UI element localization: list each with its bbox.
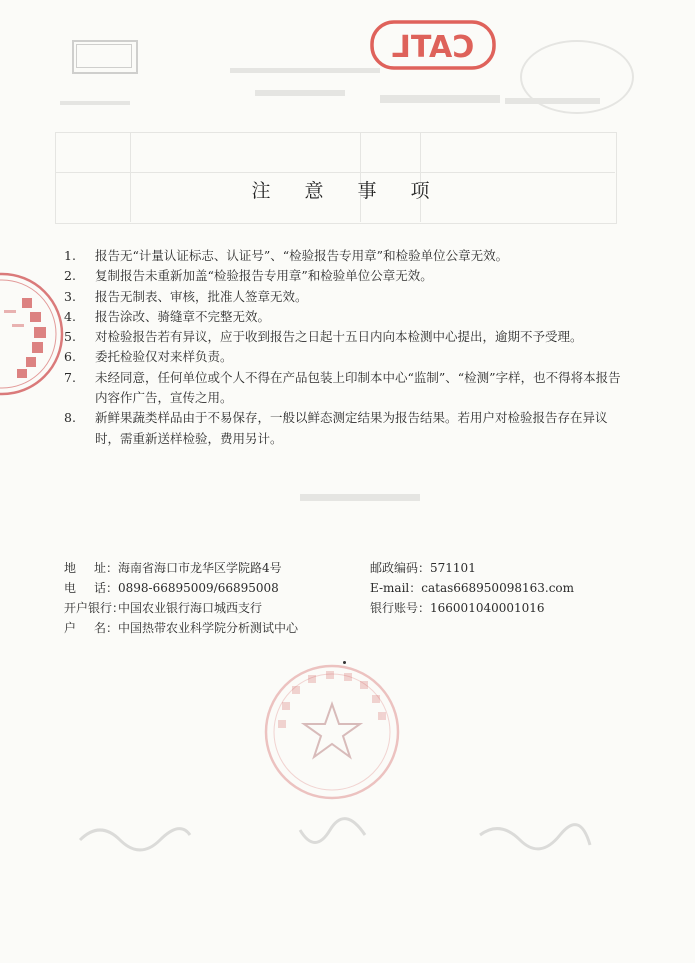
notice-item xyxy=(64,408,624,449)
notice-text: 报告无“计量认证标志、认证号”、“检验报告专用章”和检验单位公章无效。 xyxy=(95,248,509,263)
notice-item xyxy=(64,327,624,347)
page-title: 注 意 事 项 xyxy=(251,180,444,202)
address-value: 海南省海口市龙华区学院路4号 xyxy=(118,561,282,575)
bottom-round-seal xyxy=(262,662,402,802)
notice-item xyxy=(64,246,624,266)
email-label: E-mail： xyxy=(370,581,422,595)
left-round-seal xyxy=(0,262,72,412)
postcode-value: 571101 xyxy=(430,561,476,575)
address-row xyxy=(64,558,298,578)
original-copy-stamp-inner xyxy=(76,44,132,68)
phone-label: 电 话： xyxy=(64,581,118,595)
contact-right-column xyxy=(370,558,574,618)
contact-left-column xyxy=(64,558,298,638)
notice-item xyxy=(64,368,624,409)
postcode-label: 邮政编码： xyxy=(370,561,431,575)
notice-text: 新鲜果蔬类样品由于不易保存，一般以鲜态测定结果为报告结果。若用户对检验报告存在异议时，需重新送样检验，费用另计。 xyxy=(95,410,608,446)
notice-text: 报告涂改、骑缝章不完整无效。 xyxy=(95,308,271,324)
ink-speck xyxy=(343,661,346,664)
phone-value: 0898-66895009/66895008 xyxy=(118,581,279,595)
notice-list xyxy=(64,246,624,449)
email-value: catas668950098163.com xyxy=(421,581,575,595)
notice-text: 未经同意，任何单位或个人不得在产品包装上印制本中心“监制”、“检测”字样，也不得将本报告内容作广告，宣传之用。 xyxy=(95,369,621,406)
logo-text: CATL xyxy=(391,30,475,65)
account-name-row xyxy=(64,618,298,638)
email-row xyxy=(370,578,574,598)
notice-text: 对检验报告若有异议，应于收到报告之日起十五日内向本检测中心提出，逾期不予受理。 xyxy=(95,329,583,345)
notice-item xyxy=(64,287,624,307)
account-number-row xyxy=(370,598,574,618)
notice-number: 3. xyxy=(64,288,76,304)
notice-number: 7. xyxy=(64,369,76,385)
account-number-value: 166001040001016 xyxy=(430,601,545,615)
catl-logo-stamp xyxy=(368,14,498,74)
notice-text: 复制报告未重新加盖“检验报告专用章”和检验单位公章无效。 xyxy=(95,268,433,284)
notice-text: 委托检验仅对来样负责。 xyxy=(95,349,233,365)
account-number-label: 银行账号： xyxy=(370,601,431,615)
notice-number: 1. xyxy=(64,248,76,263)
phone-row xyxy=(64,578,298,598)
notice-number: 2. xyxy=(64,268,76,284)
notice-text: 报告无制表、审核，批准人签章无效。 xyxy=(95,288,308,304)
account-name-label: 户 名： xyxy=(64,621,118,635)
notice-number: 8. xyxy=(64,410,76,426)
bank-row xyxy=(64,598,298,618)
notice-item xyxy=(64,347,624,367)
bank-label: 开户银行： xyxy=(64,601,125,615)
notice-number: 6. xyxy=(64,349,76,365)
bank-value: 中国农业银行海口城西支行 xyxy=(118,601,263,615)
postcode-row xyxy=(370,558,574,578)
account-name-value: 中国热带农业科学院分析测试中心 xyxy=(118,621,299,635)
notice-item xyxy=(64,307,624,327)
notice-item xyxy=(64,266,624,286)
notice-number: 4. xyxy=(64,308,76,324)
address-label: 地 址： xyxy=(64,561,118,575)
notice-number: 5. xyxy=(64,329,76,345)
signature-show-through xyxy=(0,800,695,880)
